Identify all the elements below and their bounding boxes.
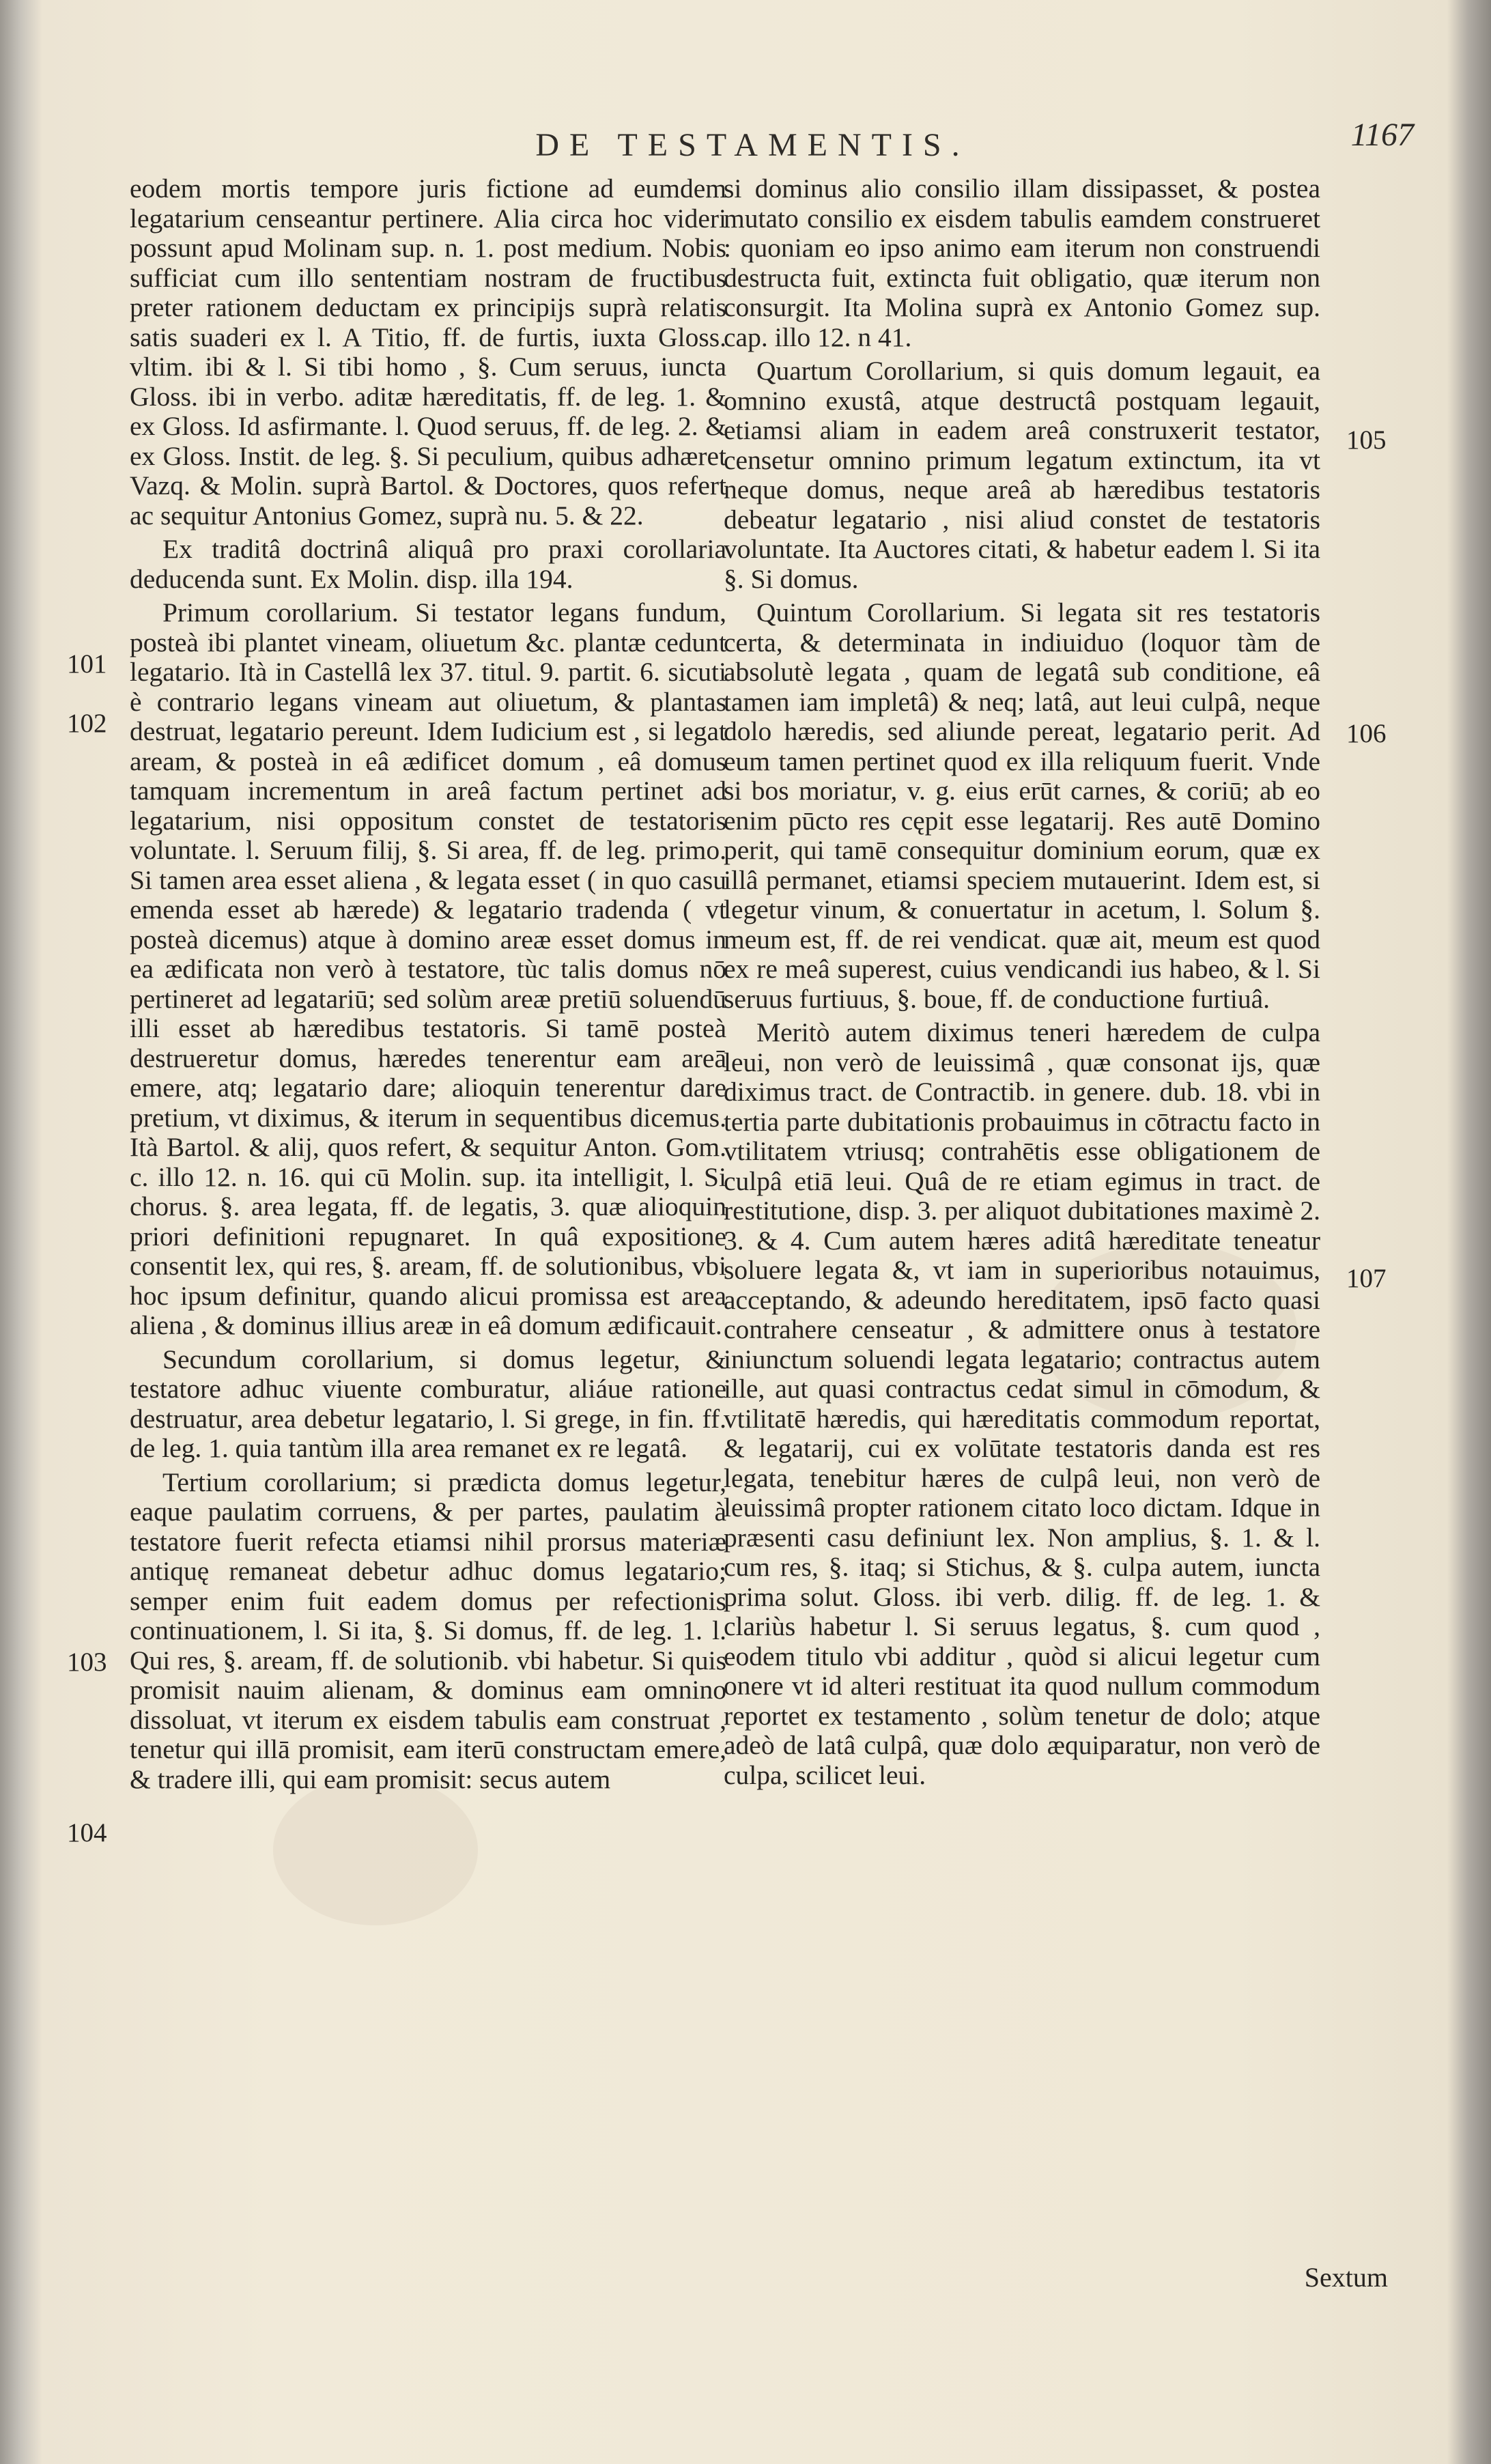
paragraph: Ex traditâ doctrinâ aliquâ pro praxi corollaria deducenda sunt. Ex Molin. disp. illa 194. bbox=[130, 534, 726, 594]
paragraph: Primum corollarium. Si testator legans fundum, posteà ibi plantet vineam, oliuetum &c. plantæ cedunt legatario. Ità in Castellâ lex 37. titul. 9. partit. 6. sicuti è contrario legans vineam aut oliuetum, & plantas destruat, legatario pereunt. Idem Iudicium est , si legat aream, & posteà in eâ ædificet domum , eâ domus tamquam incrementum in areâ factum pertinet ad legatarium, nisi oppositum constet de testatoris voluntate. l. Seruum filij, §. Si area, ff. de leg. primo. Si tamen area esset aliena , & legata esset ( in quo casu emenda esset ab hærede) & legatario tradenda ( vt posteà dicemus) atque à domino areæ esset domus in ea ædificata non verò à testatore, tùc talis domus nō pertineret ad legatariū; sed solùm areæ pretiū soluendū illi esset ab hæredibus testatoris. Si tamē posteà destrueretur domus, hæredes tenerentur eam areā emere, atq; legatario dare; alioquin tenerentur dare pretium, vt diximus, & iterum in sequentibus dicemus. Ità Bartol. & alij, quos refert, & sequitur Anton. Gom. c. illo 12. n. 16. qui cū Molin. sup. ita intelligit, l. Si chorus. §. area legata, ff. de legatis, 3. quæ alioquin priori definitioni repugnaret. In quâ expositione consentit lex, qui res, §. aream, ff. de solutionibus, vbi hoc ipsum definitur, quando alicui promissa est area aliena , & dominus illius areæ in eâ domum ædificauit. bbox=[130, 597, 726, 1340]
paragraph: Meritò autem diximus teneri hæredem de culpa leui, non verò de leuissimâ , quæ consonat ijs, quæ diximus tract. de Contractib. in genere. dub. 18. vbi in tertia parte dubitationis probauimus in cōtractu facto in vtilitatem vtriusq; contrahētis esse obligationem de culpâ etiā leui. Quâ de re etiam egimus in tract. de restitutione, disp. 3. per aliquot dubitationes maximè 2. 3. & 4. Cum autem hæres aditâ hæreditate teneatur soluere legata &, vt iam in superioribus notauimus, acceptando, & adeundo hereditatem, ipsō facto quasi contrahere censeatur , & admittere onus à testatore iniunctum soluendi legata legatario; contractus autem ille, aut quasi contractus cedat simul in cōmodum, & vtilitatē hæredis, qui hæreditatis commodum reportat, & legatarij, cui ex volūtate testatoris danda est res legata, tenebitur hæres de culpâ leui, non verò de leuissimâ propter rationem citato loco dictam. Idque in præsenti casu definiunt lex. Non amplius, §. 1. & l. cum res, §. itaq; si Stichus, & §. culpa autem, iuncta prima solut. Gloss. ibi verb. dilig. ff. de leg. 1. & clariùs habetur l. Si seruus legatus, §. cum quod , eodem titulo vbi additur , quòd si alicui legetur cum onere vt id alteri restituat ita quod nullum commodum reportet ex testamento , solùm tenetur de dolo; atque adeò de latâ culpâ, quæ dolo æquiparatur, non verò de culpa, scilicet leui. bbox=[724, 1017, 1320, 1790]
paragraph: si dominus alio consilio illam dissipasset, & postea mutato consilio ex eisdem tabulis eamdem construeret : quoniam eo ipso animo eam iterum non construendi destructa fuit, extincta fuit obligatio, quæ iterum non consurgit. Ita Molina suprà ex Antonio Gomez sup. cap. illo 12. n 41. bbox=[724, 174, 1320, 352]
right-column bbox=[724, 174, 1320, 2250]
catchword: Sextum bbox=[1304, 2262, 1388, 2293]
paragraph: Tertium corollarium; si prædicta domus legetur, eaque paulatim corruens, & per partes, paulatim à testatore fuerit refecta etiamsi nihil prorsus materiæ antiquę remaneat debetur adhuc domus legatario; semper enim fuit eadem domus per refectionis continuationem, l. Si ita, §. Si domus, ff. de leg. 1. l. Qui res, §. aream, ff. de solutionib. vbi habetur. Si quis promisit nauim alienam, & dominus eam omnino dissoluat, vt iterum ex eisdem tabulis eam construat , tenetur qui illā promisit, eam iterū constructam emere, & tradere illi, qui eam promisit: secus autem bbox=[130, 1467, 726, 1794]
margin-number-104: 104 bbox=[67, 1818, 107, 1847]
paragraph: Secundum corollarium, si domus legetur, & testatore adhuc viuente comburatur, aliáue ratione destruatur, area debetur legatario, l. Si grege, in fin. ff. de leg. 1. quia tantùm illa area remanet ex re legatâ. bbox=[130, 1344, 726, 1463]
margin-number-103: 103 bbox=[67, 1647, 107, 1677]
margin-number-107: 107 bbox=[1346, 1264, 1387, 1293]
running-head: DE TESTAMENTIS. bbox=[535, 127, 970, 163]
paragraph: eodem mortis tempore juris fictione ad eumdem legatarium censeantur pertinere. Alia circa hoc videri possunt apud Molinam sup. n. 1. post medium. Nobis sufficiat cum illo sententiam nostram de fructibus preter rationem deductam ex principijs suprà relatis satis suaderi ex l. A Titio, ff. de furtis, iuxta Gloss. vltim. ibi & l. Si tibi homo , §. Cum seruus, iuncta Gloss. ibi in verbo. aditæ hæreditatis, ff. de leg. 1. & ex Gloss. Id asfirmante. l. Quod seruus, ff. de leg. 2. & ex Gloss. Instit. de leg. §. Si peculium, quibus adhæret Vazq. & Molin. suprà Bartol. & Doctores, quos refert ac sequitur Antonius Gomez, suprà nu. 5. & 22. bbox=[130, 174, 726, 530]
margin-number-105: 105 bbox=[1346, 425, 1387, 455]
margin-number-106: 106 bbox=[1346, 719, 1387, 748]
margin-number-102: 102 bbox=[67, 709, 107, 738]
paragraph: Quintum Corollarium. Si legata sit res testatoris certa, & determinata in indiuiduo (loquor tàm de absolutè legata , quam de legatâ sub conditione, eâ tamen iam impletâ) & neq; latâ, aut leui culpâ, neque dolo hæredis, sed aliunde pereat, legatario perit. Ad eum tamen pertinet quod ex illa reliquum fuerit. Vnde si bos moriatur, v. g. eius erūt carnes, & coriū; ab eo enim pūcto res cępit esse legatarij. Res autē Domino perit, qui tamē consequitur dominium eorum, quæ ex illâ permanet, etiamsi speciem mutauerint. Idem est, si legetur vinum, & conuertatur in acetum, l. Solum §. meum est, ff. de rei vendicat. quæ ait, meum est quod ex re meâ superest, cuius vendicandi ius habeo, & l. Si seruus furtiuus, §. boue, ff. de conductione furtiuâ. bbox=[724, 597, 1320, 1014]
margin-number-101: 101 bbox=[67, 649, 107, 679]
paragraph: Quartum Corollarium, si quis domum legauit, ea omnino exustâ, atque destructâ postquam legauit, etiamsi aliam in eadem areâ construxerit testator, censetur omnino primum legatum extinctum, ita vt neque domus, neque areâ ab hæredibus testatoris debeatur legatario , nisi aliud constet de testatoris voluntate. Ita Auctores citati, & habetur eadem l. Si ita §. Si domus. bbox=[724, 356, 1320, 594]
page-number: 1167 bbox=[1350, 117, 1414, 153]
book-page bbox=[41, 0, 1464, 2464]
left-column bbox=[130, 174, 726, 2250]
